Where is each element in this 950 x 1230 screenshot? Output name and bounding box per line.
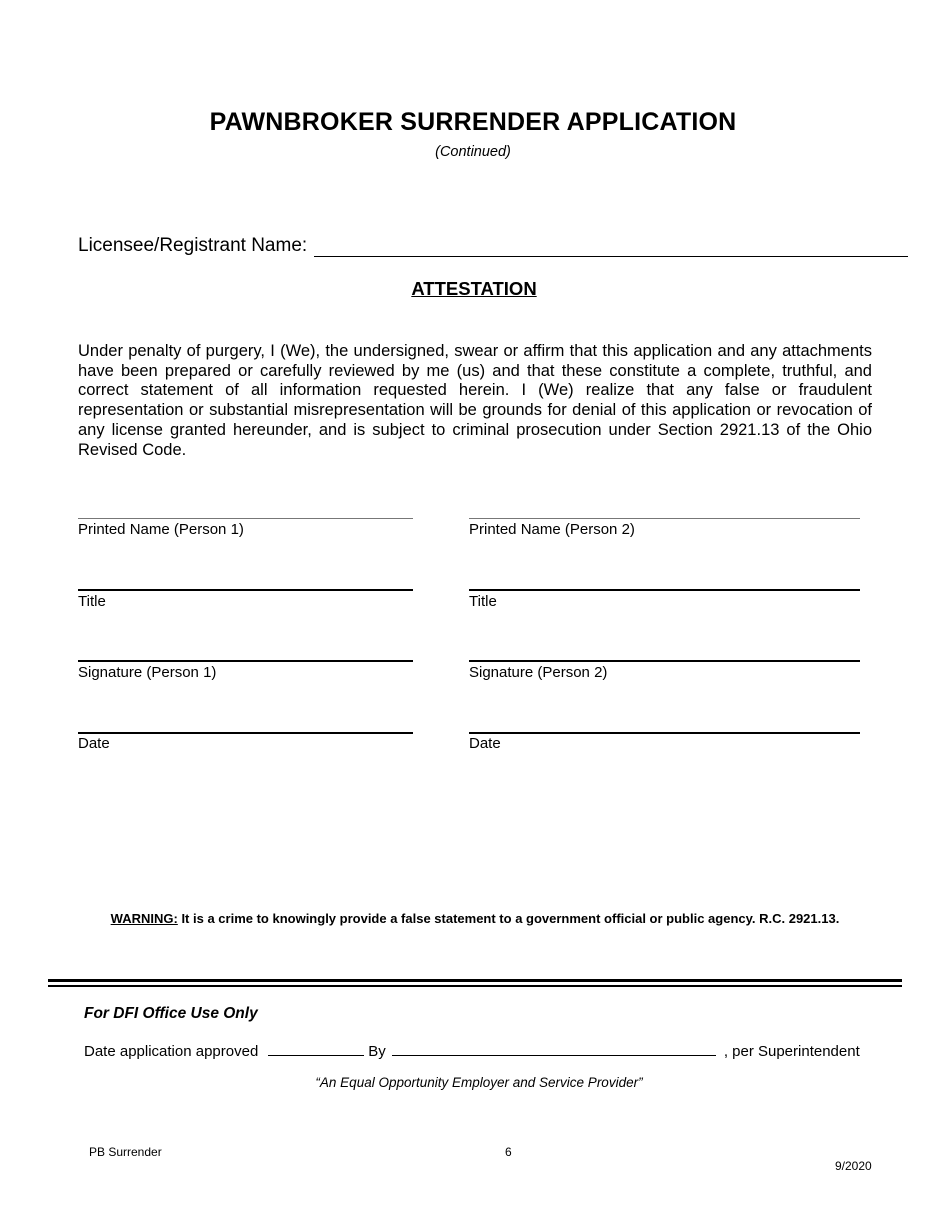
attestation-text: Under penalty of purgery, I (We), the undersigned, swear or affirm that this application and any attachments have been prepared or carefully reviewed by me (us) and that these constitute a complete, truthful, and correct statement of all information requested herein. I (We) realize that any false or fraudulent representation or substantial misrepresentation will be grounds for denial of this application or revocation of any license granted hereunder, and is subject to criminal prosecution under Section 2921.13 of the Ohio Revised Code. (78, 342, 872, 459)
printed-name-person-1-field[interactable] (78, 518, 413, 519)
section-divider-thin (48, 985, 902, 987)
footer-revision-date: 9/2020 (835, 1159, 872, 1173)
date-person-2-label: Date (469, 735, 501, 752)
printed-name-person-2-field[interactable] (469, 518, 860, 519)
per-superintendent-label: , per Superintendent (723, 1043, 860, 1060)
office-use-heading: For DFI Office Use Only (84, 1005, 258, 1022)
signature-person-2-field[interactable] (469, 660, 860, 662)
title-person-1-field[interactable] (78, 589, 413, 591)
title-person-2-label: Title (469, 593, 497, 610)
licensee-name-field[interactable] (314, 256, 908, 257)
approved-by-field[interactable] (392, 1041, 716, 1056)
warning-label: WARNING: (110, 911, 178, 926)
section-divider (48, 979, 902, 982)
signature-person-2-label: Signature (Person 2) (469, 664, 608, 681)
date-person-2-field[interactable] (469, 732, 860, 734)
footer-page-number: 6 (505, 1145, 512, 1159)
date-approved-field[interactable] (268, 1041, 364, 1056)
page-title: PAWNBROKER SURRENDER APPLICATION (209, 108, 737, 136)
office-approval-row (84, 1041, 870, 1060)
signature-person-1-label: Signature (Person 1) (78, 664, 217, 681)
date-person-1-label: Date (78, 735, 110, 752)
printed-name-person-2-label: Printed Name (Person 2) (469, 521, 635, 538)
footer-form-name: PB Surrender (89, 1145, 162, 1159)
printed-name-person-1-label: Printed Name (Person 1) (78, 521, 244, 538)
date-person-1-field[interactable] (78, 732, 413, 734)
page-subtitle: (Continued) (435, 144, 511, 160)
licensee-name-label: Licensee/Registrant Name: (78, 235, 308, 256)
warning-notice (0, 911, 950, 926)
signature-person-1-field[interactable] (78, 660, 413, 662)
equal-opportunity-statement: “An Equal Opportunity Employer and Service Provider” (315, 1075, 643, 1090)
approved-by-label: By (368, 1043, 386, 1060)
date-approved-label: Date application approved (84, 1043, 259, 1060)
attestation-heading: ATTESTATION (411, 278, 537, 299)
title-person-2-field[interactable] (469, 589, 860, 591)
warning-text: It is a crime to knowingly provide a false statement to a government official or public agency. R.C. 2921.13. (177, 911, 840, 926)
title-person-1-label: Title (78, 593, 106, 610)
